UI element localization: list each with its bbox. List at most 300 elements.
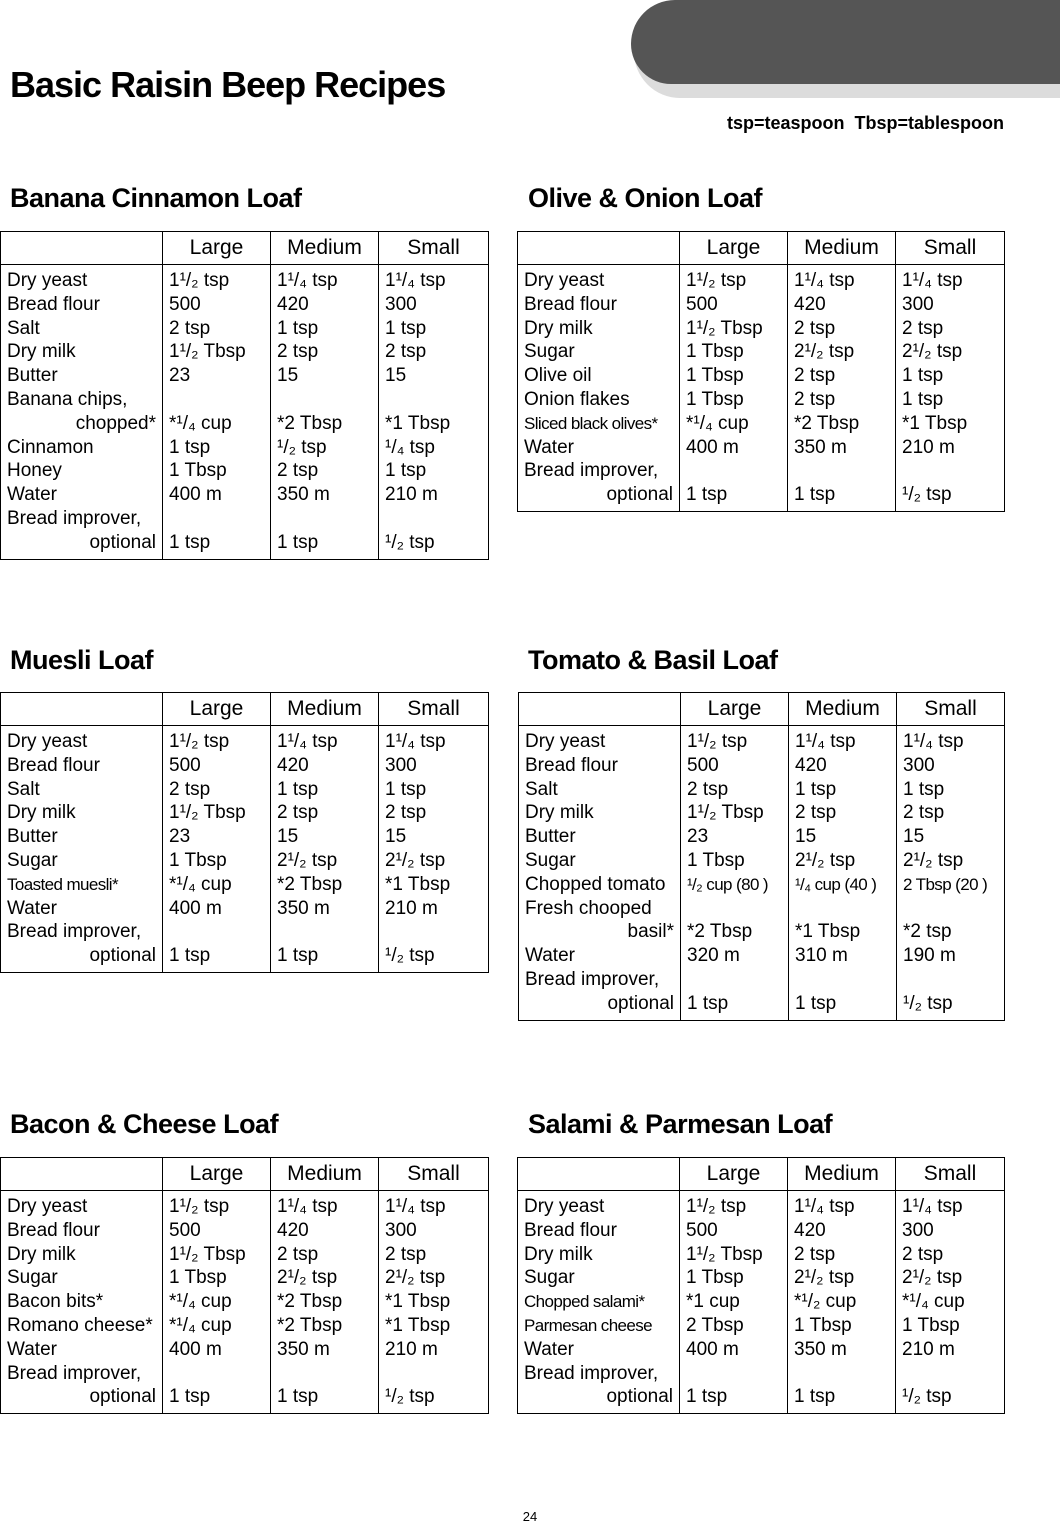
amount-cell: 15 [379, 364, 489, 388]
amount-cell: 2¹/₂ tsp [896, 340, 1005, 364]
amount-cell: 1¹/₂ tsp [681, 726, 789, 754]
table-row [518, 1243, 1005, 1267]
amount-cell: 420 [271, 1219, 379, 1243]
amount-cell: 300 [379, 1219, 489, 1243]
table-row [1, 1219, 489, 1243]
ingredient-cell: Bread improver, [518, 459, 680, 483]
amount-cell: 2 Tbsp (20 ) [897, 873, 1005, 897]
amount-cell [681, 897, 789, 921]
amount-cell [789, 968, 897, 992]
amount-cell: 1¹/₄ tsp [896, 265, 1005, 293]
amount-cell: 210 m [379, 1338, 489, 1362]
amount-cell: 2¹/₂ tsp [896, 1266, 1005, 1290]
ingredient-cell: Bread flour [1, 754, 163, 778]
amount-cell [896, 459, 1005, 483]
amount-cell: 400 m [163, 1338, 271, 1362]
ingredient-cell: Dry yeast [518, 1191, 680, 1219]
amount-cell: *¹/₄ cup [896, 1290, 1005, 1314]
amount-cell: 15 [789, 825, 897, 849]
amount-cell: 2 tsp [271, 1243, 379, 1267]
ingredient-cell: Sugar [519, 849, 681, 873]
table-row [519, 873, 1005, 897]
header-row [518, 1158, 1005, 1191]
amount-cell: 2 tsp [788, 388, 896, 412]
ingredient-cell: Butter [1, 364, 163, 388]
recipe-title-salami-parmesan: Salami & Parmesan Loaf [528, 1109, 833, 1139]
amount-cell: ¹/₂ tsp [896, 1385, 1005, 1413]
amount-cell: 1 tsp [379, 459, 489, 483]
page-tab [631, 0, 1060, 84]
amount-cell [680, 1362, 788, 1386]
amount-cell: 1 tsp [897, 778, 1005, 802]
header-size: Small [896, 1158, 1005, 1191]
amount-cell: 1 tsp [271, 1385, 379, 1413]
amount-cell: *2 tsp [897, 920, 1005, 944]
ingredient-cell: Sugar [518, 1266, 680, 1290]
amount-cell: 1 tsp [271, 778, 379, 802]
ingredient-cell: Water [1, 483, 163, 507]
table-row [1, 436, 489, 460]
amount-cell: 300 [896, 293, 1005, 317]
amount-cell: 300 [896, 1219, 1005, 1243]
ingredient-cell: optional [518, 483, 680, 511]
amount-cell [681, 968, 789, 992]
amount-cell: 350 m [788, 436, 896, 460]
amount-cell: 1 Tbsp [896, 1314, 1005, 1338]
amount-cell: ¹/₂ tsp [379, 1385, 489, 1413]
header-row [1, 232, 489, 265]
amount-cell: 1¹/₂ tsp [163, 265, 271, 293]
amount-cell: *1 Tbsp [379, 1314, 489, 1338]
header-ingredient [519, 693, 681, 726]
amount-cell [163, 507, 271, 531]
header-size: Medium [271, 1158, 379, 1191]
amount-cell: 1 tsp [379, 317, 489, 341]
amount-cell: 1¹/₂ tsp [680, 265, 788, 293]
table-row [1, 531, 489, 559]
header-ingredient [1, 693, 163, 726]
ingredient-cell: Sliced black olives* [518, 412, 680, 436]
amount-cell: 1 tsp [271, 317, 379, 341]
ingredient-cell: Dry yeast [1, 726, 163, 754]
table-row [1, 317, 489, 341]
header-size: Large [680, 232, 788, 265]
amount-cell: 1 tsp [163, 944, 271, 972]
amount-cell: 23 [681, 825, 789, 849]
ingredient-cell: Dry milk [519, 801, 681, 825]
ingredient-cell: optional [1, 1385, 163, 1413]
recipe-title-muesli: Muesli Loaf [10, 645, 154, 675]
amount-cell: 300 [897, 754, 1005, 778]
ingredient-cell: Water [518, 1338, 680, 1362]
table-row [518, 293, 1005, 317]
table-row [1, 459, 489, 483]
recipe-table-tomato-basil [518, 692, 1005, 1021]
ingredient-cell: Salt [1, 778, 163, 802]
amount-cell: 300 [379, 293, 489, 317]
ingredient-cell: Salt [1, 317, 163, 341]
table-row [519, 920, 1005, 944]
amount-cell: 2 tsp [897, 801, 1005, 825]
ingredient-cell: Bread flour [519, 754, 681, 778]
amount-cell: *¹/₄ cup [163, 1314, 271, 1338]
table-row [1, 873, 489, 897]
header-ingredient [518, 232, 680, 265]
amount-cell: 400 m [680, 1338, 788, 1362]
amount-cell: 2 tsp [271, 340, 379, 364]
table-row [1, 1266, 489, 1290]
table-row [1, 1191, 489, 1219]
amount-cell: 2 Tbsp [680, 1314, 788, 1338]
amount-cell: 1 Tbsp [680, 364, 788, 388]
ingredient-cell: Dry milk [518, 317, 680, 341]
ingredient-cell: optional [518, 1385, 680, 1413]
amount-cell: 2¹/₂ tsp [379, 849, 489, 873]
header-size: Medium [789, 693, 897, 726]
ingredient-cell: Dry yeast [519, 726, 681, 754]
amount-cell: *1 cup [680, 1290, 788, 1314]
amount-cell: 1 Tbsp [163, 849, 271, 873]
table-row [518, 340, 1005, 364]
amount-cell: 500 [163, 1219, 271, 1243]
amount-cell: 210 m [896, 1338, 1005, 1362]
ingredient-cell: Water [519, 944, 681, 968]
amount-cell: 300 [379, 754, 489, 778]
amount-cell: 1 tsp [163, 1385, 271, 1413]
amount-cell: 420 [788, 1219, 896, 1243]
ingredient-cell: Sugar [1, 1266, 163, 1290]
header-size: Medium [788, 1158, 896, 1191]
amount-cell: 2¹/₂ tsp [897, 849, 1005, 873]
ingredient-cell: Bread flour [1, 293, 163, 317]
amount-cell: ¹/₂ cup (80 ) [681, 873, 789, 897]
ingredient-cell: Bread improver, [1, 920, 163, 944]
amount-cell: *1 Tbsp [379, 1290, 489, 1314]
ingredient-cell: Bread flour [518, 293, 680, 317]
table-row [1, 849, 489, 873]
amount-cell: 400 m [163, 897, 271, 921]
header-ingredient [518, 1158, 680, 1191]
amount-cell: 1 tsp [681, 992, 789, 1020]
table-row [1, 1385, 489, 1413]
amount-cell [680, 459, 788, 483]
amount-cell: 420 [788, 293, 896, 317]
table-row [1, 920, 489, 944]
table-row [1, 483, 489, 507]
ingredient-cell: Sugar [518, 340, 680, 364]
abbreviation-legend: tsp=teaspoon Tbsp=tablespoon [726, 113, 1004, 133]
amount-cell: 2 tsp [788, 364, 896, 388]
header-size: Small [379, 232, 489, 265]
amount-cell: 2 tsp [163, 778, 271, 802]
table-row [1, 265, 489, 293]
ingredient-cell: Romano cheese* [1, 1314, 163, 1338]
ingredient-cell: Dry yeast [1, 1191, 163, 1219]
amount-cell: *¹/₂ cup [788, 1290, 896, 1314]
amount-cell: 2 tsp [788, 1243, 896, 1267]
amount-cell: 350 m [271, 897, 379, 921]
ingredient-cell: basil* [519, 920, 681, 944]
ingredient-cell: Bacon bits* [1, 1290, 163, 1314]
amount-cell: 1¹/₂ Tbsp [680, 1243, 788, 1267]
ingredient-cell: Water [1, 897, 163, 921]
amount-cell: 2 tsp [896, 317, 1005, 341]
table-row [519, 849, 1005, 873]
amount-cell [271, 388, 379, 412]
table-row [518, 459, 1005, 483]
ingredient-cell: Sugar [1, 849, 163, 873]
table-row [1, 944, 489, 972]
amount-cell: ¹/₂ tsp [897, 992, 1005, 1020]
ingredient-cell: Olive oil [518, 364, 680, 388]
ingredient-cell: Chopped salami* [518, 1290, 680, 1314]
amount-cell: ¹/₂ tsp [896, 483, 1005, 511]
amount-cell: 1¹/₄ tsp [379, 726, 489, 754]
ingredient-cell: Bread flour [1, 1219, 163, 1243]
ingredient-cell: Dry milk [518, 1243, 680, 1267]
table-row [518, 1385, 1005, 1413]
header-size: Small [379, 1158, 489, 1191]
amount-cell: 1 tsp [789, 778, 897, 802]
page-number: 24 [522, 1509, 538, 1524]
table-row [519, 778, 1005, 802]
amount-cell [379, 920, 489, 944]
amount-cell: 23 [163, 364, 271, 388]
amount-cell: *¹/₄ cup [163, 873, 271, 897]
header-size: Medium [271, 693, 379, 726]
table-row [1, 364, 489, 388]
amount-cell: *2 Tbsp [788, 412, 896, 436]
amount-cell: 420 [789, 754, 897, 778]
ingredient-cell: Water [518, 436, 680, 460]
ingredient-cell: Bread improver, [1, 507, 163, 531]
amount-cell [271, 920, 379, 944]
ingredient-cell: Dry yeast [1, 265, 163, 293]
table-row [518, 412, 1005, 436]
amount-cell: 1 Tbsp [680, 340, 788, 364]
ingredient-cell: Dry yeast [518, 265, 680, 293]
table-row [1, 293, 489, 317]
amount-cell: 1¹/₂ tsp [163, 1191, 271, 1219]
amount-cell: 2¹/₂ tsp [789, 849, 897, 873]
amount-cell: 1 tsp [788, 1385, 896, 1413]
table-row [1, 1290, 489, 1314]
recipe-table-olive-onion [517, 231, 1005, 512]
amount-cell: 1¹/₂ Tbsp [163, 1243, 271, 1267]
header-row [1, 1158, 489, 1191]
amount-cell: 210 m [379, 897, 489, 921]
page-title: Basic Raisin Beep Recipes [10, 64, 446, 105]
amount-cell: 1¹/₂ Tbsp [163, 340, 271, 364]
table-row [1, 1243, 489, 1267]
header-size: Large [680, 1158, 788, 1191]
amount-cell: 400 m [163, 483, 271, 507]
ingredient-cell: Bread improver, [1, 1362, 163, 1386]
ingredient-cell: Banana chips, [1, 388, 163, 412]
ingredient-cell: Bread improver, [518, 1362, 680, 1386]
amount-cell: 1¹/₂ Tbsp [680, 317, 788, 341]
amount-cell: 1¹/₂ Tbsp [681, 801, 789, 825]
header-size: Medium [788, 232, 896, 265]
ingredient-cell: optional [1, 531, 163, 559]
amount-cell: 1 Tbsp [680, 1266, 788, 1290]
amount-cell [788, 1362, 896, 1386]
amount-cell [788, 459, 896, 483]
amount-cell: 2 tsp [163, 317, 271, 341]
table-row [1, 778, 489, 802]
header-row [518, 232, 1005, 265]
ingredient-cell: chopped* [1, 412, 163, 436]
amount-cell: 1¹/₄ tsp [271, 265, 379, 293]
table-row [519, 801, 1005, 825]
amount-cell: 1 tsp [163, 531, 271, 559]
amount-cell: 2 tsp [896, 1243, 1005, 1267]
recipe-table-bacon-cheese [0, 1157, 489, 1414]
amount-cell [163, 1362, 271, 1386]
table-row [518, 1338, 1005, 1362]
amount-cell: 500 [680, 1219, 788, 1243]
amount-cell: 1¹/₄ tsp [896, 1191, 1005, 1219]
ingredient-cell: Butter [1, 825, 163, 849]
table-row [518, 1266, 1005, 1290]
recipe-title-tomato-basil: Tomato & Basil Loaf [528, 645, 778, 675]
amount-cell [896, 1362, 1005, 1386]
amount-cell: 420 [271, 293, 379, 317]
amount-cell: *1 Tbsp [789, 920, 897, 944]
amount-cell: 350 m [271, 483, 379, 507]
amount-cell: 2¹/₂ tsp [379, 1266, 489, 1290]
amount-cell [379, 1362, 489, 1386]
amount-cell: *2 Tbsp [271, 873, 379, 897]
amount-cell: 2 tsp [788, 317, 896, 341]
amount-cell: ¹/₄ cup (40 ) [789, 873, 897, 897]
amount-cell: 310 m [789, 944, 897, 968]
amount-cell: ¹/₄ tsp [379, 436, 489, 460]
table-row [519, 968, 1005, 992]
amount-cell: 420 [271, 754, 379, 778]
amount-cell: 500 [680, 293, 788, 317]
amount-cell: 1 tsp [163, 436, 271, 460]
amount-cell: 2¹/₂ tsp [788, 1266, 896, 1290]
amount-cell [163, 920, 271, 944]
amount-cell: *2 Tbsp [271, 1290, 379, 1314]
amount-cell: 1¹/₄ tsp [271, 726, 379, 754]
amount-cell: 350 m [271, 1338, 379, 1362]
amount-cell: 1 Tbsp [681, 849, 789, 873]
amount-cell: 1 tsp [271, 944, 379, 972]
amount-cell: 2 tsp [379, 1243, 489, 1267]
ingredient-cell: Dry milk [1, 340, 163, 364]
table-row [1, 1338, 489, 1362]
amount-cell: *¹/₄ cup [680, 412, 788, 436]
header-ingredient [1, 1158, 163, 1191]
amount-cell: 1¹/₄ tsp [271, 1191, 379, 1219]
table-row [1, 754, 489, 778]
header-size: Large [681, 693, 789, 726]
amount-cell: 1¹/₄ tsp [788, 265, 896, 293]
header-size: Small [896, 232, 1005, 265]
amount-cell: 2 tsp [681, 778, 789, 802]
table-row [1, 801, 489, 825]
amount-cell [897, 968, 1005, 992]
amount-cell [271, 507, 379, 531]
table-row [519, 897, 1005, 921]
table-row [518, 317, 1005, 341]
header-size: Medium [271, 232, 379, 265]
amount-cell: *2 Tbsp [681, 920, 789, 944]
amount-cell: 1¹/₂ tsp [680, 1191, 788, 1219]
amount-cell: 1¹/₄ tsp [379, 1191, 489, 1219]
table-row [518, 388, 1005, 412]
header-row [1, 693, 489, 726]
amount-cell: 15 [897, 825, 1005, 849]
amount-cell: 1 tsp [379, 778, 489, 802]
amount-cell [789, 897, 897, 921]
table-row [1, 507, 489, 531]
ingredient-cell: Dry milk [1, 801, 163, 825]
recipe-table-banana-cinnamon [0, 231, 489, 560]
amount-cell: ¹/₂ tsp [379, 944, 489, 972]
amount-cell: 1 Tbsp [680, 388, 788, 412]
amount-cell: 1 tsp [788, 483, 896, 511]
amount-cell: 15 [379, 825, 489, 849]
amount-cell: 1 tsp [680, 1385, 788, 1413]
recipe-table-salami-parmesan [517, 1157, 1005, 1414]
ingredient-cell: Water [1, 1338, 163, 1362]
recipe-table-muesli [0, 692, 489, 973]
header-ingredient [1, 232, 163, 265]
table-row [518, 483, 1005, 511]
table-row [519, 992, 1005, 1020]
recipe-title-bacon-cheese: Bacon & Cheese Loaf [10, 1109, 279, 1139]
amount-cell: 210 m [379, 483, 489, 507]
amount-cell: 2¹/₂ tsp [271, 1266, 379, 1290]
ingredient-cell: Bread improver, [519, 968, 681, 992]
recipe-title-olive-onion: Olive & Onion Loaf [528, 183, 763, 213]
amount-cell: *1 Tbsp [896, 412, 1005, 436]
amount-cell: 15 [271, 825, 379, 849]
table-row [519, 754, 1005, 778]
table-row [1, 412, 489, 436]
table-row [518, 436, 1005, 460]
ingredient-cell: Chopped tomato [519, 873, 681, 897]
amount-cell: 1 tsp [680, 483, 788, 511]
amount-cell: 1 tsp [896, 388, 1005, 412]
amount-cell [163, 388, 271, 412]
recipe-title-banana-cinnamon: Banana Cinnamon Loaf [10, 183, 302, 213]
amount-cell: 15 [271, 364, 379, 388]
amount-cell: 2 tsp [271, 459, 379, 483]
amount-cell: *¹/₄ cup [163, 412, 271, 436]
ingredient-cell: Bread flour [518, 1219, 680, 1243]
amount-cell: 190 m [897, 944, 1005, 968]
table-row [518, 364, 1005, 388]
amount-cell: 2 tsp [379, 801, 489, 825]
ingredient-cell: Parmesan cheese [518, 1314, 680, 1338]
ingredient-cell: Honey [1, 459, 163, 483]
ingredient-cell: Toasted muesli* [1, 873, 163, 897]
amount-cell: 2¹/₂ tsp [788, 340, 896, 364]
amount-cell: 1 Tbsp [788, 1314, 896, 1338]
amount-cell: 2¹/₂ tsp [271, 849, 379, 873]
amount-cell: *2 Tbsp [271, 1314, 379, 1338]
table-row [1, 1362, 489, 1386]
ingredient-cell: Cinnamon [1, 436, 163, 460]
ingredient-cell: optional [1, 944, 163, 972]
header-size: Large [163, 693, 271, 726]
amount-cell: 23 [163, 825, 271, 849]
amount-cell: 1 Tbsp [163, 1266, 271, 1290]
